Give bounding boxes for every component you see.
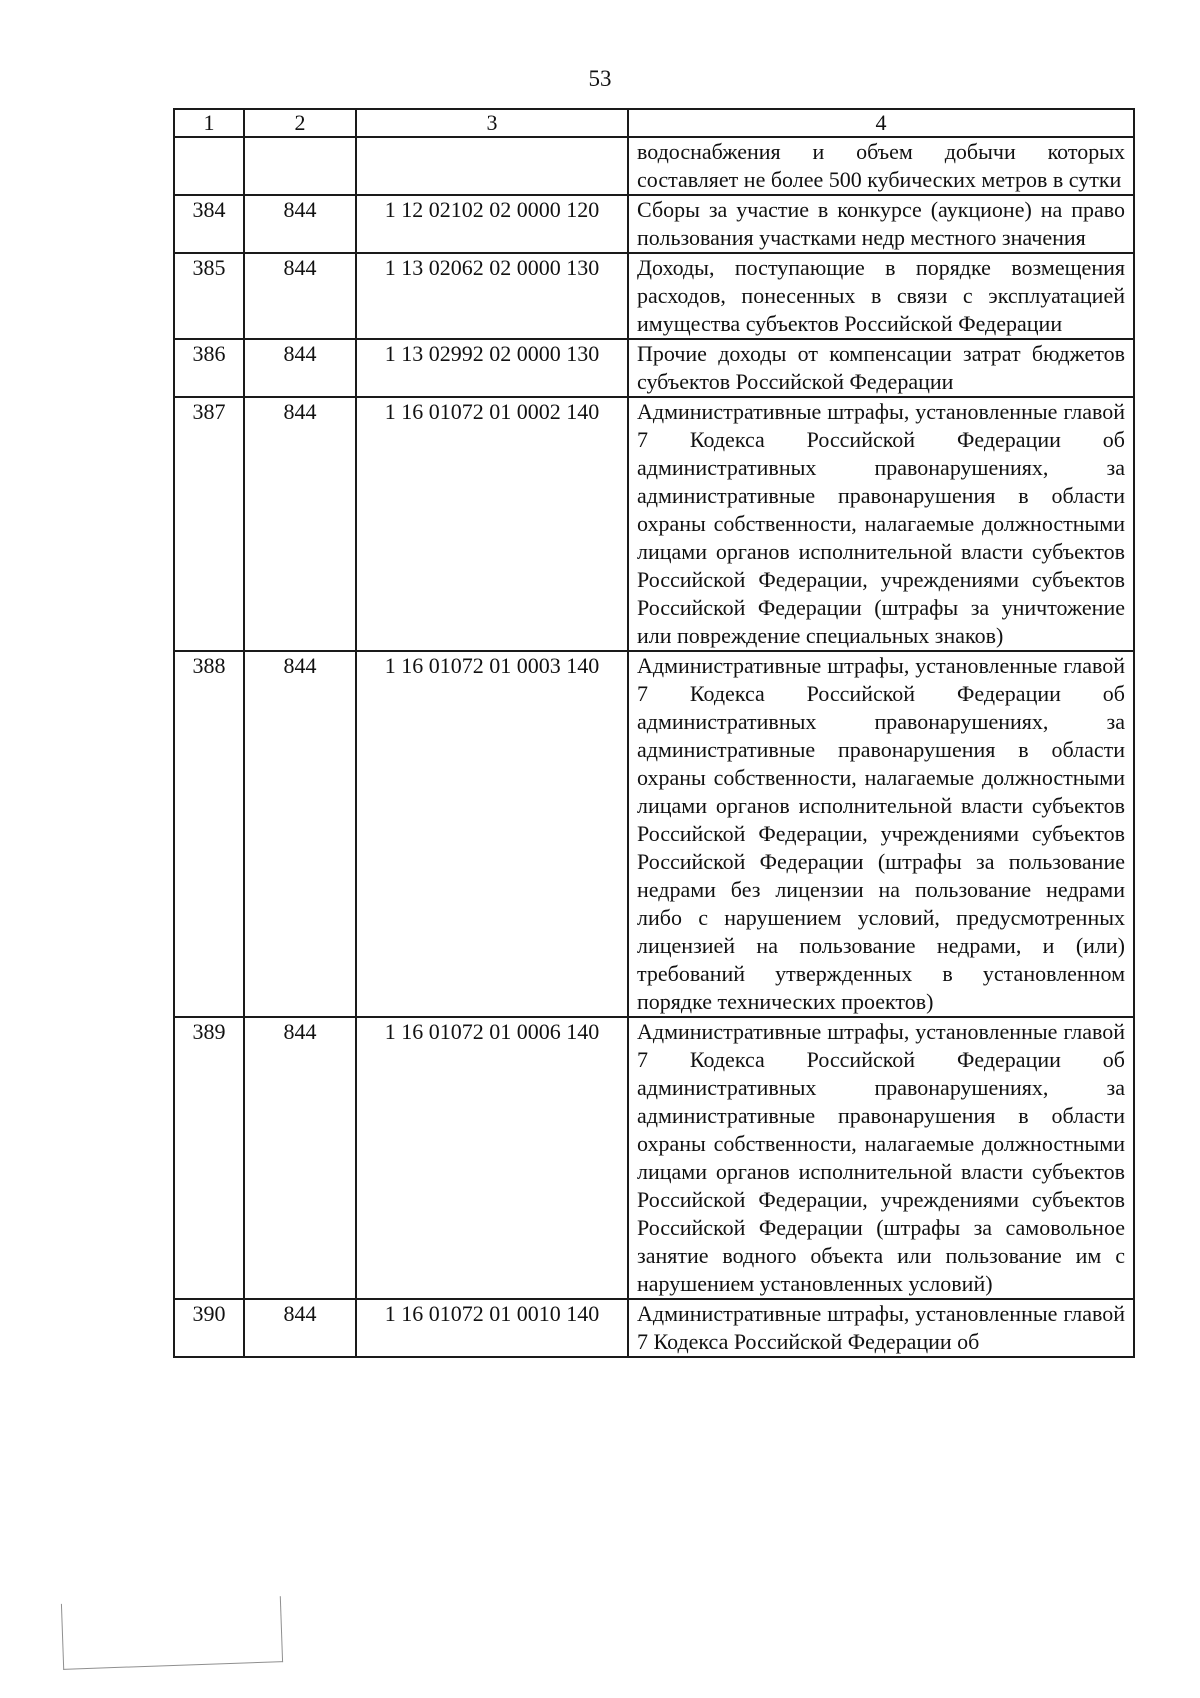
row-admin-code: 844 bbox=[244, 651, 356, 1017]
table-row bbox=[174, 339, 1134, 397]
table-row bbox=[174, 137, 1134, 195]
header-col-4: 4 bbox=[628, 109, 1134, 137]
page-number: 53 bbox=[588, 66, 612, 91]
table-row bbox=[174, 253, 1134, 339]
row-number: 384 bbox=[174, 195, 244, 253]
header-col-3: 3 bbox=[356, 109, 628, 137]
table-row bbox=[174, 195, 1134, 253]
row-number: 386 bbox=[174, 339, 244, 397]
revenue-codes-table bbox=[173, 108, 1135, 1358]
row-revenue-code: 1 16 01072 01 0003 140 bbox=[356, 651, 628, 1017]
row-admin-code: 844 bbox=[244, 1017, 356, 1299]
row-description: Административные штрафы, установленные главой 7 Кодекса Российской Федерации об административных правонарушениях, за административные правонарушения в области охраны собственности, налагаемые должностными лицами органов исполнительной власти субъектов Российской Федерации, учреждениями субъектов Российской Федерации (штрафы за пользование недрами без лицензии на пользование недрами либо с нарушением условий, предусмотренных лицензией на пользование недрами, и (или) требований утвержденных в установленном порядке технических проектов) bbox=[628, 651, 1134, 1017]
row-description: Прочие доходы от компенсации затрат бюджетов субъектов Российской Федерации bbox=[628, 339, 1134, 397]
row-admin-code bbox=[244, 137, 356, 195]
row-number: 389 bbox=[174, 1017, 244, 1299]
row-description: Доходы, поступающие в порядке возмещения расходов, понесенных в связи с эксплуатацией имущества субъектов Российской Федерации bbox=[628, 253, 1134, 339]
row-description: Административные штрафы, установленные главой 7 Кодекса Российской Федерации об административных правонарушениях, за административные правонарушения в области охраны собственности, налагаемые должностными лицами органов исполнительной власти субъектов Российской Федерации, учреждениями субъектов Российской Федерации (штрафы за самовольное занятие водного объекта или пользование им с нарушением установленных условий) bbox=[628, 1017, 1134, 1299]
row-description: Административные штрафы, установленные главой 7 Кодекса Российской Федерации об административных правонарушениях, за административные правонарушения в области охраны собственности, налагаемые должностными лицами органов исполнительной власти субъектов Российской Федерации, учреждениями субъектов Российской Федерации (штрафы за уничтожение или повреждение специальных знаков) bbox=[628, 397, 1134, 651]
row-revenue-code bbox=[356, 137, 628, 195]
row-admin-code: 844 bbox=[244, 253, 356, 339]
row-number: 390 bbox=[174, 1299, 244, 1357]
row-number: 387 bbox=[174, 397, 244, 651]
table-header-row bbox=[174, 109, 1134, 137]
row-number: 388 bbox=[174, 651, 244, 1017]
row-admin-code: 844 bbox=[244, 339, 356, 397]
table-row bbox=[174, 1299, 1134, 1357]
header-col-1: 1 bbox=[174, 109, 244, 137]
row-revenue-code: 1 12 02102 02 0000 120 bbox=[356, 195, 628, 253]
row-admin-code: 844 bbox=[244, 195, 356, 253]
table-row bbox=[174, 1017, 1134, 1299]
row-admin-code: 844 bbox=[244, 397, 356, 651]
row-number: 385 bbox=[174, 253, 244, 339]
header-col-2: 2 bbox=[244, 109, 356, 137]
row-description: водоснабжения и объем добычи которых составляет не более 500 кубических метров в сутки bbox=[628, 137, 1134, 195]
row-description: Сборы за участие в конкурсе (аукционе) на право пользования участками недр местного значения bbox=[628, 195, 1134, 253]
row-revenue-code: 1 16 01072 01 0010 140 bbox=[356, 1299, 628, 1357]
row-revenue-code: 1 13 02992 02 0000 130 bbox=[356, 339, 628, 397]
row-revenue-code: 1 13 02062 02 0000 130 bbox=[356, 253, 628, 339]
faded-stamp bbox=[61, 1596, 283, 1670]
row-revenue-code: 1 16 01072 01 0006 140 bbox=[356, 1017, 628, 1299]
row-number bbox=[174, 137, 244, 195]
row-description: Административные штрафы, установленные главой 7 Кодекса Российской Федерации об bbox=[628, 1299, 1134, 1357]
row-admin-code: 844 bbox=[244, 1299, 356, 1357]
table-row bbox=[174, 651, 1134, 1017]
table-row bbox=[174, 397, 1134, 651]
row-revenue-code: 1 16 01072 01 0002 140 bbox=[356, 397, 628, 651]
